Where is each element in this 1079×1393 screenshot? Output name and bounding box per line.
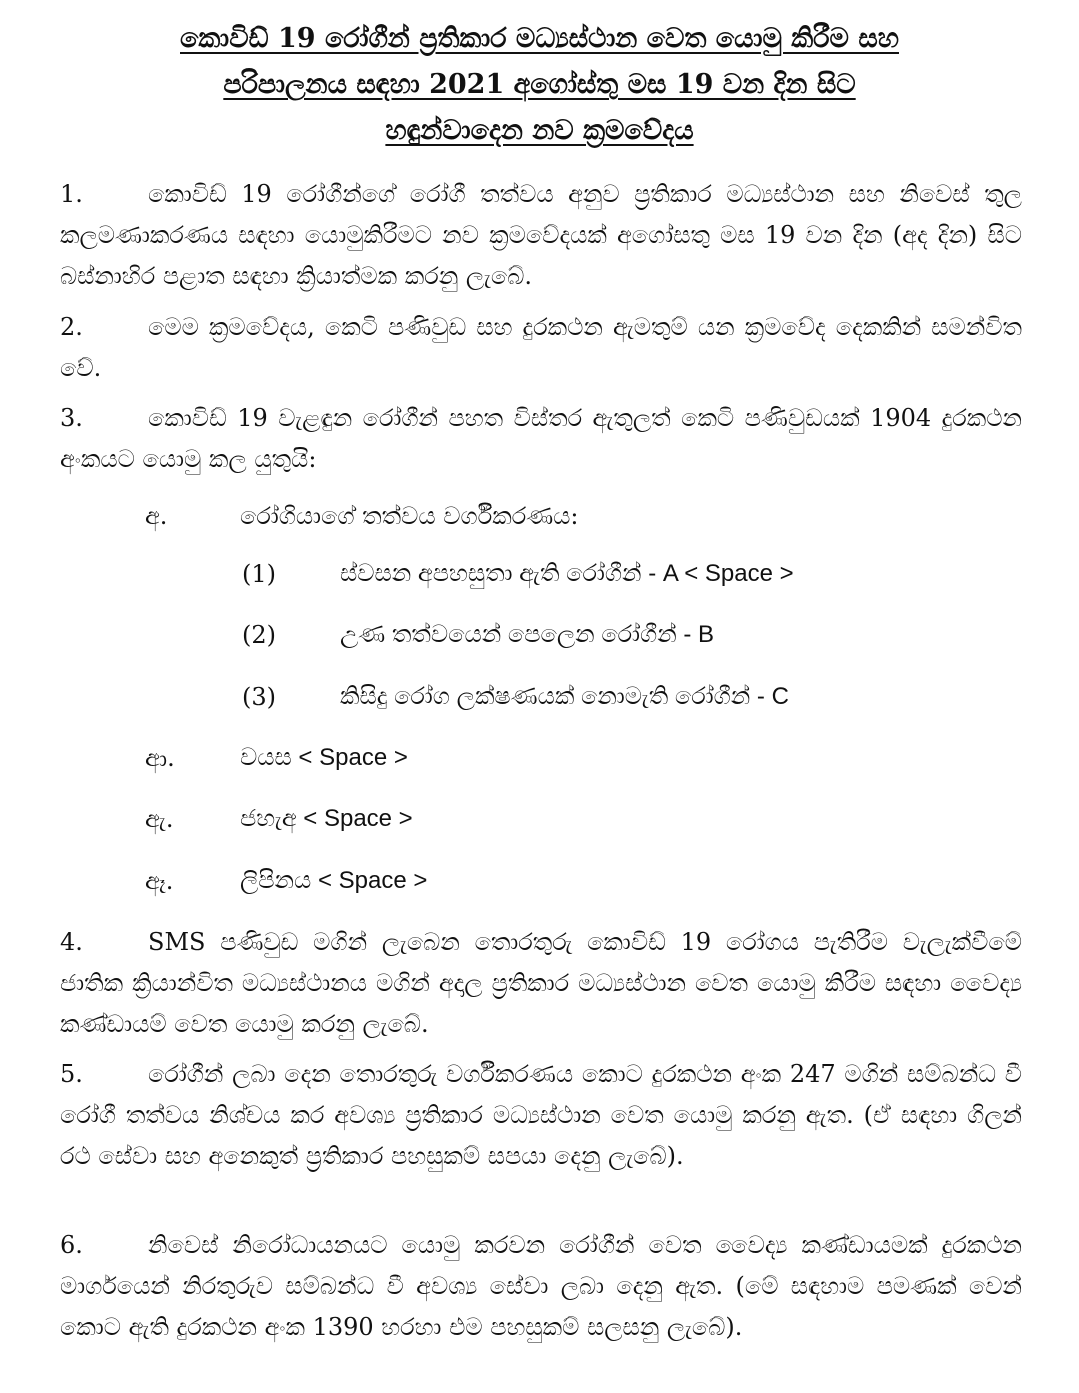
item-text: රෝගියාගේ තත්වය වර්ගීකරණය: <box>240 502 579 530</box>
item-text: වයස < Space > <box>240 744 408 771</box>
paragraph-number: 1. <box>60 180 83 208</box>
item-text: ලිපිනය < Space > <box>240 867 428 894</box>
paragraph-number: 5. <box>60 1060 83 1088</box>
item-text: උණ තත්වයෙන් පෙලෙන රෝගීන් - B <box>340 621 715 648</box>
paragraph-6 <box>60 1225 1022 1348</box>
item-label: (1) <box>242 560 276 588</box>
item-label: ඈ. <box>145 867 174 895</box>
title-line-3: හඳුන්වාදෙන නව ක්‍රමවේදය <box>385 115 694 146</box>
title-line-1: කොවිඩ් 19 රෝගීන් ප්‍රතිකාර මධ්‍යස්ථාන වෙත යොමු කිරීම සහ <box>180 23 899 54</box>
paragraph-text: රෝගීන් ලබා දෙන තොරතුරු වර්ගීකරණය කොට දුරකථන අංක 247 මගින් සම්බන්ධ වී රෝගී තත්වය නිශ්චය කර අවශ්‍ය ප්‍රතිකාර මධ්‍යස්ථාන වෙත යොමු කරනු ඇත. (ඒ සඳහා ගිලන් රථ සේවා සහ අනෙකුත් ප්‍රතිකාර පහසුකම් සපයා දෙනු ලැබේ). <box>60 1060 1022 1170</box>
paragraph-4 <box>60 922 1022 1045</box>
paragraph-text: මෙම ක්‍රමවේදය, කෙටි පණිවුඩ සහ දුරකථන ඇමතුම් යන ක්‍රමවේද දෙකකින් සමන්විත වේ. <box>60 313 1022 382</box>
paragraph-text: කොවිඩ් 19 රෝගීන්ගේ රෝගී තත්වය අනුව ප්‍රතිකාර මධ්‍යස්ථාන සහ නිවෙස් තුල කලමණාකරණය සඳහා යොමුකිරීමට නව ක්‍රමවේදයක් අගෝසතු මස 19 වන දින (අද දින) සිට බස්නාහිර පළාත සඳහා ක්‍රියාත්මක කරනු ලැබේ. <box>60 180 1022 290</box>
paragraph-text: නිවෙස් නිරෝධායනයට යොමු කරවන රෝගීන් වෙත වෛද්‍ය කණ්ඩායමක් දුරකථන මාර්ගයෙන් නිරතුරුව සම්බන්ධ වී අවශ්‍ය සේවා ලබා දෙනු ඇත. (මේ සඳහාම පමණක් වෙන් කොට ඇති දුරකථන අංක 1390 හරහා එම පහසුකම් සලසනු ලැබේ). <box>60 1231 1022 1341</box>
item-label: ආ. <box>145 744 175 772</box>
paragraph-text: SMS පණිවුඩ මගින් ලැබෙන තොරතුරු කොවිඩ් 19 රෝගය පැතිරීම වැලැක්වීමේ ජාතික ක්‍රියාන්විත මධ්‍යස්ථානය මගින් අදාල ප්‍රතිකාර මධ්‍යස්ථාන වෙත යොමු කිරීම සඳහා වෛද්‍ය කණ්ඩායම් වෙත යොමු කරනු ලැබේ. <box>60 928 1022 1038</box>
item-text: ස්වසන අපහසුතා ඇති රෝගීන් - A < Space > <box>340 560 794 587</box>
paragraph-5 <box>60 1054 1022 1177</box>
item-label: (2) <box>242 621 276 649</box>
paragraph-text: කොවිඩ් 19 වැළඳුන රෝගීන් පහත විස්තර ඇතුලත් කෙටි පණිවුඩයක් 1904 දුරකථන අංකයට යොමු කල යුතුයි: <box>60 404 1022 473</box>
item-text: ජහැඅ < Space > <box>240 805 413 832</box>
paragraph-1 <box>60 174 1022 297</box>
paragraph-number: 4. <box>60 928 83 956</box>
document-title <box>60 16 1019 154</box>
title-line-2: පරිපාලනය සඳහා 2021 අගෝස්තු මස 19 වන දින සිට <box>223 69 856 100</box>
paragraph-2 <box>60 307 1022 389</box>
item-label: (3) <box>242 683 276 711</box>
item-text: කිසිදු රෝග ලක්ෂණයක් නොමැති රෝගීන් - C <box>340 683 789 710</box>
item-label: ඇ. <box>145 805 174 833</box>
paragraph-number: 3. <box>60 404 83 432</box>
paragraph-number: 6. <box>60 1231 83 1259</box>
paragraph-number: 2. <box>60 313 83 341</box>
paragraph-3 <box>60 398 1022 480</box>
item-label: අ. <box>145 502 168 530</box>
